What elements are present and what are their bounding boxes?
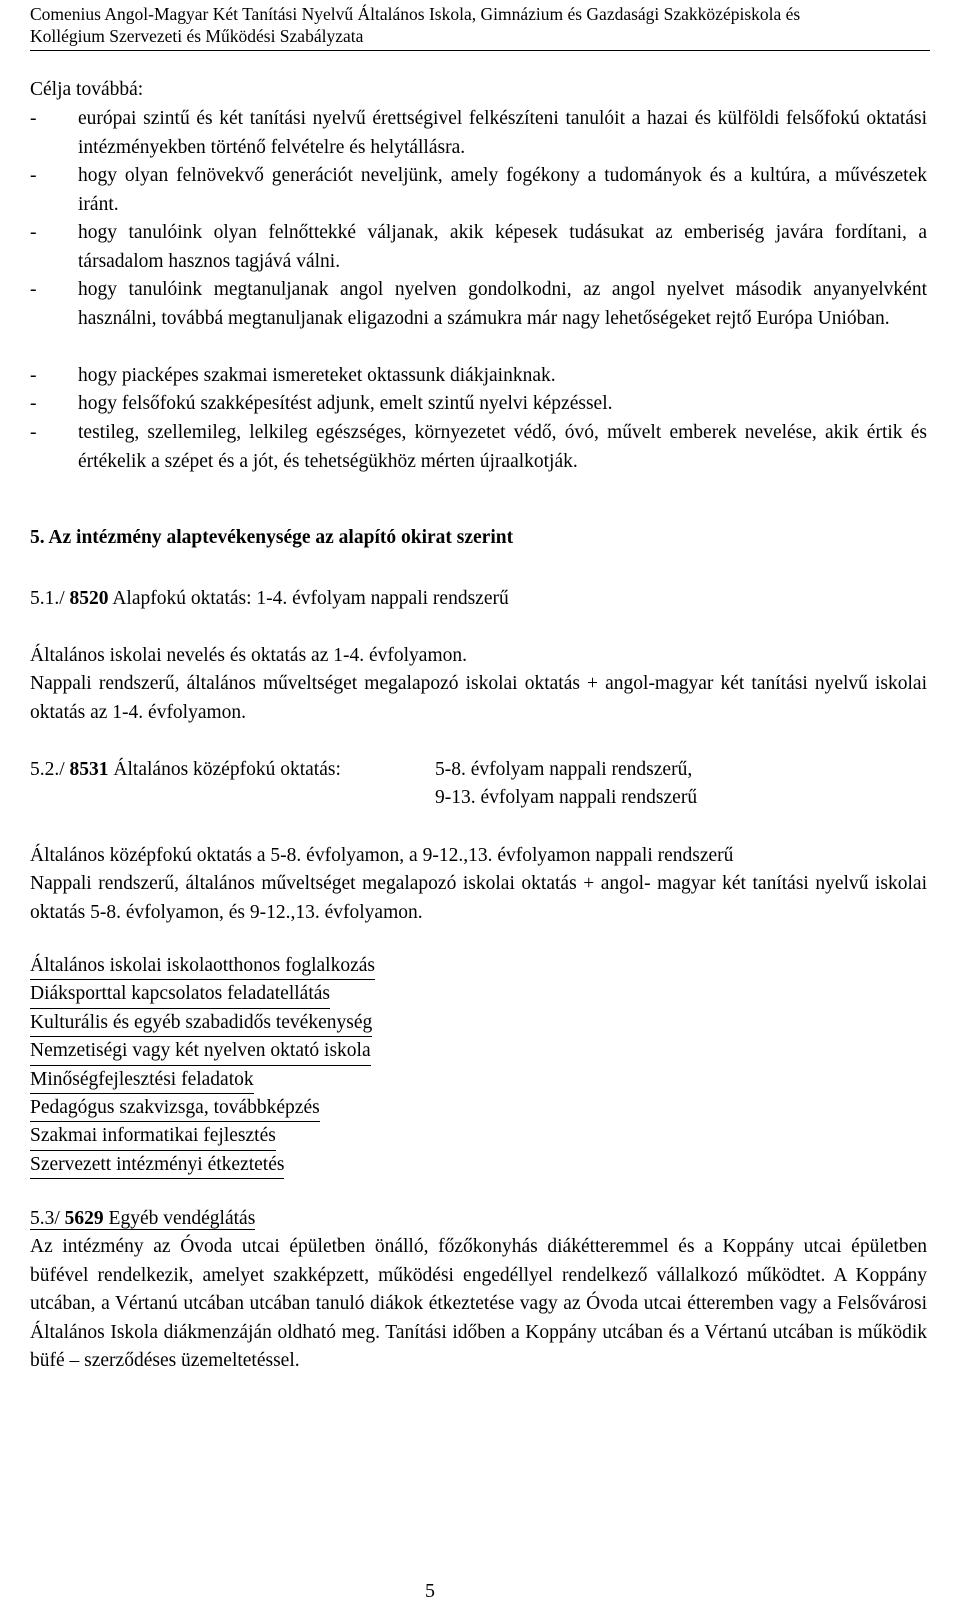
header-line-1: Comenius Angol-Magyar Két Tanítási Nyelvű Általános Iskola, Gimnázium és Gazdasági Szakközépiskola és [30,4,801,24]
list-dash: - [30,365,37,386]
section-number: 5.3/ [30,1208,65,1229]
section-5-2-grades-2: 9-13. évfolyam nappali rendszerű [435,787,698,808]
aim-text: hogy piacképes szakmai ismereteket oktassunk diákjainknak. [78,365,556,386]
document-header [30,4,930,51]
aim-item-5 [30,362,927,391]
list-dash: - [30,222,37,243]
activity-item: Általános iskolai iskolaotthonos foglalkozás [30,952,375,980]
list-dash: - [30,108,37,129]
section-heading-text: Alapfokú oktatás: 1-4. évfolyam nappali rendszerű [108,588,509,609]
aim-item-1 [30,105,927,162]
section-5-3-para: Az intézmény az Óvoda utcai épületben önálló, főzőkonyhás diákétteremmel és a Koppány utcai épületben büfével rendelkezik, amelyet szakképzett, működési engedéllyel rendelkező vállalkozó működtet. A Koppány utcában, a Vértanú utcában utcában tanuló diákok étkeztetése vagy az Óvoda utcai étteremben vagy a Felsővárosi Általános Iskola diákmenzáján oldható meg. Tanítási időben a Koppány utcában és a Vértanú utcában is működik büfé – szerződéses üzemeltetéssel. [30,1236,927,1371]
section-5-2-heading [30,756,341,785]
section-5-2-para-2: Nappali rendszerű, általános műveltséget megalapozó iskolai oktatás + angol- magyar két tanítási nyelvű iskolai oktatás 5-8. évfolyamon, és 9-12.,13. évfolyamon. [30,873,927,923]
activity-item: Szakmai informatikai fejlesztés [30,1122,276,1150]
aim-item-2 [30,162,927,219]
aim-item-7 [30,419,927,476]
activity-item: Kulturális és egyéb szabadidős tevékenység [30,1009,372,1037]
aim-text: hogy felsőfokú szakképesítést adjunk, emelt szintű nyelvi képzéssel. [78,393,613,414]
aim-text: testileg, szellemileg, lelkileg egészséges, környezetet védő, óvó, művelt emberek nevelése, akik értik és értékelik a szépet és a jót, és tehetségükhöz mérten újraalkotják. [78,422,927,472]
list-dash: - [30,393,37,414]
aim-item-3 [30,219,927,276]
section-5-title: 5. Az intézmény alaptevékenysége az alapító okirat szerint [30,527,514,548]
aim-text: európai szintű és két tanítási nyelvű érettségivel felkészíteni tanulóit a hazai és külföldi felsőfokú oktatási intézményekben történő felvételre és helytállásra. [78,108,927,158]
aim-item-6 [30,390,927,419]
section-5-1-para-1: Általános iskolai nevelés és oktatás az 1-4. évfolyamon. [30,645,467,666]
aim-text: hogy olyan felnövekvő generációt neveljünk, amely fogékony a tudományok és a kultúra, a művészetek iránt. [78,165,927,215]
aim-text: hogy tanulóink olyan felnőttekké váljanak, akik képesek tudásukat az emberiség javára fordítani, a társadalom hasznos tagjává válni. [78,222,927,272]
section-5-2-grades-1: 5-8. évfolyam nappali rendszerű, [435,759,693,780]
activity-item: Minőségfejlesztési feladatok [30,1066,254,1094]
aim-item-4 [30,276,927,333]
activity-code: 8531 [69,759,109,780]
list-dash: - [30,422,37,443]
activity-item: Diáksporttal kapcsolatos feladatellátás [30,980,330,1008]
aims-intro: Célja továbbá: [30,79,144,100]
header-line-2: Kollégium Szervezeti és Működési Szabályzata [30,25,364,46]
list-dash: - [30,279,37,300]
section-5-1-heading [30,585,927,614]
aim-text: hogy tanulóink megtanuljanak angol nyelven gondolkodni, az angol nyelvet második anyanyelvként használni, továbbá megtanuljanak eligazodni a számukra már nagy lehetőségeket rejtő Európa Unióban. [78,279,927,329]
section-5-3-heading [30,1205,927,1234]
section-number: 5.1./ [30,588,70,609]
section-heading-text: Egyéb vendéglátás [103,1208,256,1229]
section-5-1-para-2: Nappali rendszerű, általános műveltséget megalapozó iskolai oktatás + angol-magyar két tanítási nyelvű iskolai oktatás az 1-4. évfolyamon. [30,673,927,723]
activity-list [30,952,375,1179]
activity-code: 5629 [64,1208,104,1229]
activity-code: 8520 [69,588,109,609]
section-heading-text: Általános középfokú oktatás: [108,759,341,780]
activity-item: Nemzetiségi vagy két nyelven oktató iskola [30,1037,371,1065]
list-dash: - [30,165,37,186]
activity-item: Pedagógus szakvizsga, továbbképzés [30,1094,320,1122]
page-number: 5 [425,1580,435,1602]
section-number: 5.2./ [30,759,70,780]
section-5-2-para-1: Általános középfokú oktatás a 5-8. évfolyamon, a 9-12.,13. évfolyamon nappali rendszerű [30,845,734,866]
activity-item: Szervezett intézményi étkeztetés [30,1151,284,1179]
